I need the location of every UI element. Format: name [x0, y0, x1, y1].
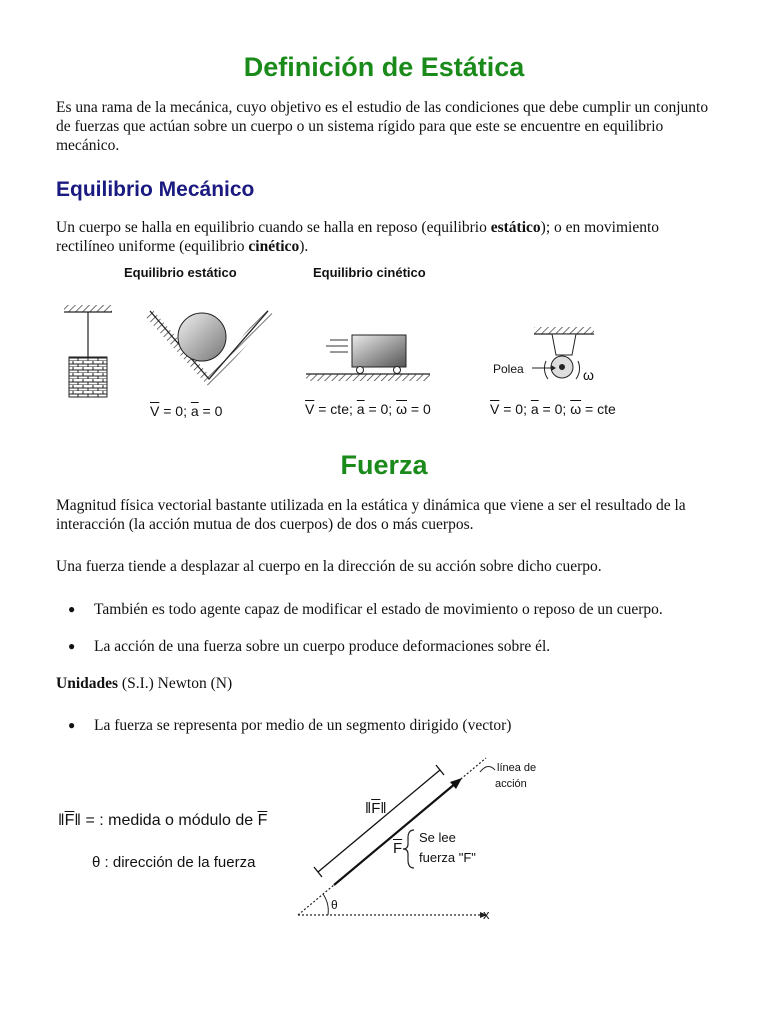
x-axis-label: x	[483, 907, 490, 922]
estatica-paragraph: Es una rama de la mecánica, cuyo objetivo es el estudio de las condiciones que debe cumplir un conjunto de fuerzas que actúan sobre un cuerpo o un sistema rígido para que este se encuentre en equilibrio mecánico.	[56, 99, 709, 154]
unidades-line: Unidades (S.I.) Newton (N)	[56, 675, 233, 692]
static-equation: $\overline{V} = 0$; $\overline{a} = 0$	[150, 403, 223, 419]
polea-label: Polea	[493, 362, 524, 376]
linea-label-2: acción	[495, 778, 527, 790]
se-lee-label-1: Se lee	[419, 830, 456, 845]
equilibrio-paragraph: Un cuerpo se halla en equilibrio cuando se halla en reposo (equilibrio estático); o en movimiento rectilíneo uniforme (equilibrio cinético).	[56, 219, 660, 255]
hanging-block-drawing	[64, 305, 112, 397]
label-equilibrio-cinetico: Equilibrio cinético	[313, 265, 426, 280]
modulo-definition: $‖\overline{F}‖$ = : medida o módulo de $\overline{F}$	[58, 812, 268, 829]
fuerza-heading: Fuerza	[340, 450, 428, 480]
moving-cart-drawing	[306, 335, 430, 381]
list-item: ● La acción de una fuerza sobre un cuerpo produce deformaciones sobre él.	[68, 638, 551, 655]
kinetic-equation: $\overline{V}$ = cte; $\overline{a} = 0$; $\overline{\omega} = 0$	[305, 401, 431, 417]
omega-label: ω	[583, 367, 594, 383]
fuerza-paragraph-2: Una fuerza tiende a desplazar al cuerpo en la dirección de su acción sobre dicho cuerpo.	[56, 558, 602, 575]
list-item: ● La fuerza se representa por medio de un segmento dirigido (vector)	[68, 717, 512, 734]
ball-in-groove-drawing	[144, 309, 274, 387]
page-title: Definición de Estática	[243, 52, 525, 82]
equilibrio-heading: Equilibrio Mecánico	[56, 178, 255, 201]
pulley-equation: $\overline{V} = 0$; $\overline{a} = 0$; $\overline{\omega}$ = cte	[490, 401, 616, 417]
vector-norm-label: $‖\overline{F}‖$	[365, 800, 387, 817]
se-lee-label-2: fuerza "F"	[419, 850, 476, 865]
label-equilibrio-estatico: Equilibrio estático	[124, 265, 237, 280]
vector-symbol-label: $\overline{F}$	[393, 840, 403, 857]
linea-label-1: línea de	[497, 762, 537, 774]
list-item: ● También es todo agente capaz de modificar el estado de movimiento o reposo de un cuerpo.	[68, 601, 663, 618]
theta-definition: θ : dirección de la fuerza	[92, 854, 256, 871]
angle-theta-label: θ	[331, 898, 338, 912]
fuerza-paragraph-1: Magnitud física vectorial bastante utilizada en la estática y dinámica que viene a ser el resultado de la interacción (la acción mutua de dos cuerpos) de dos o más cuerpos.	[56, 497, 686, 533]
